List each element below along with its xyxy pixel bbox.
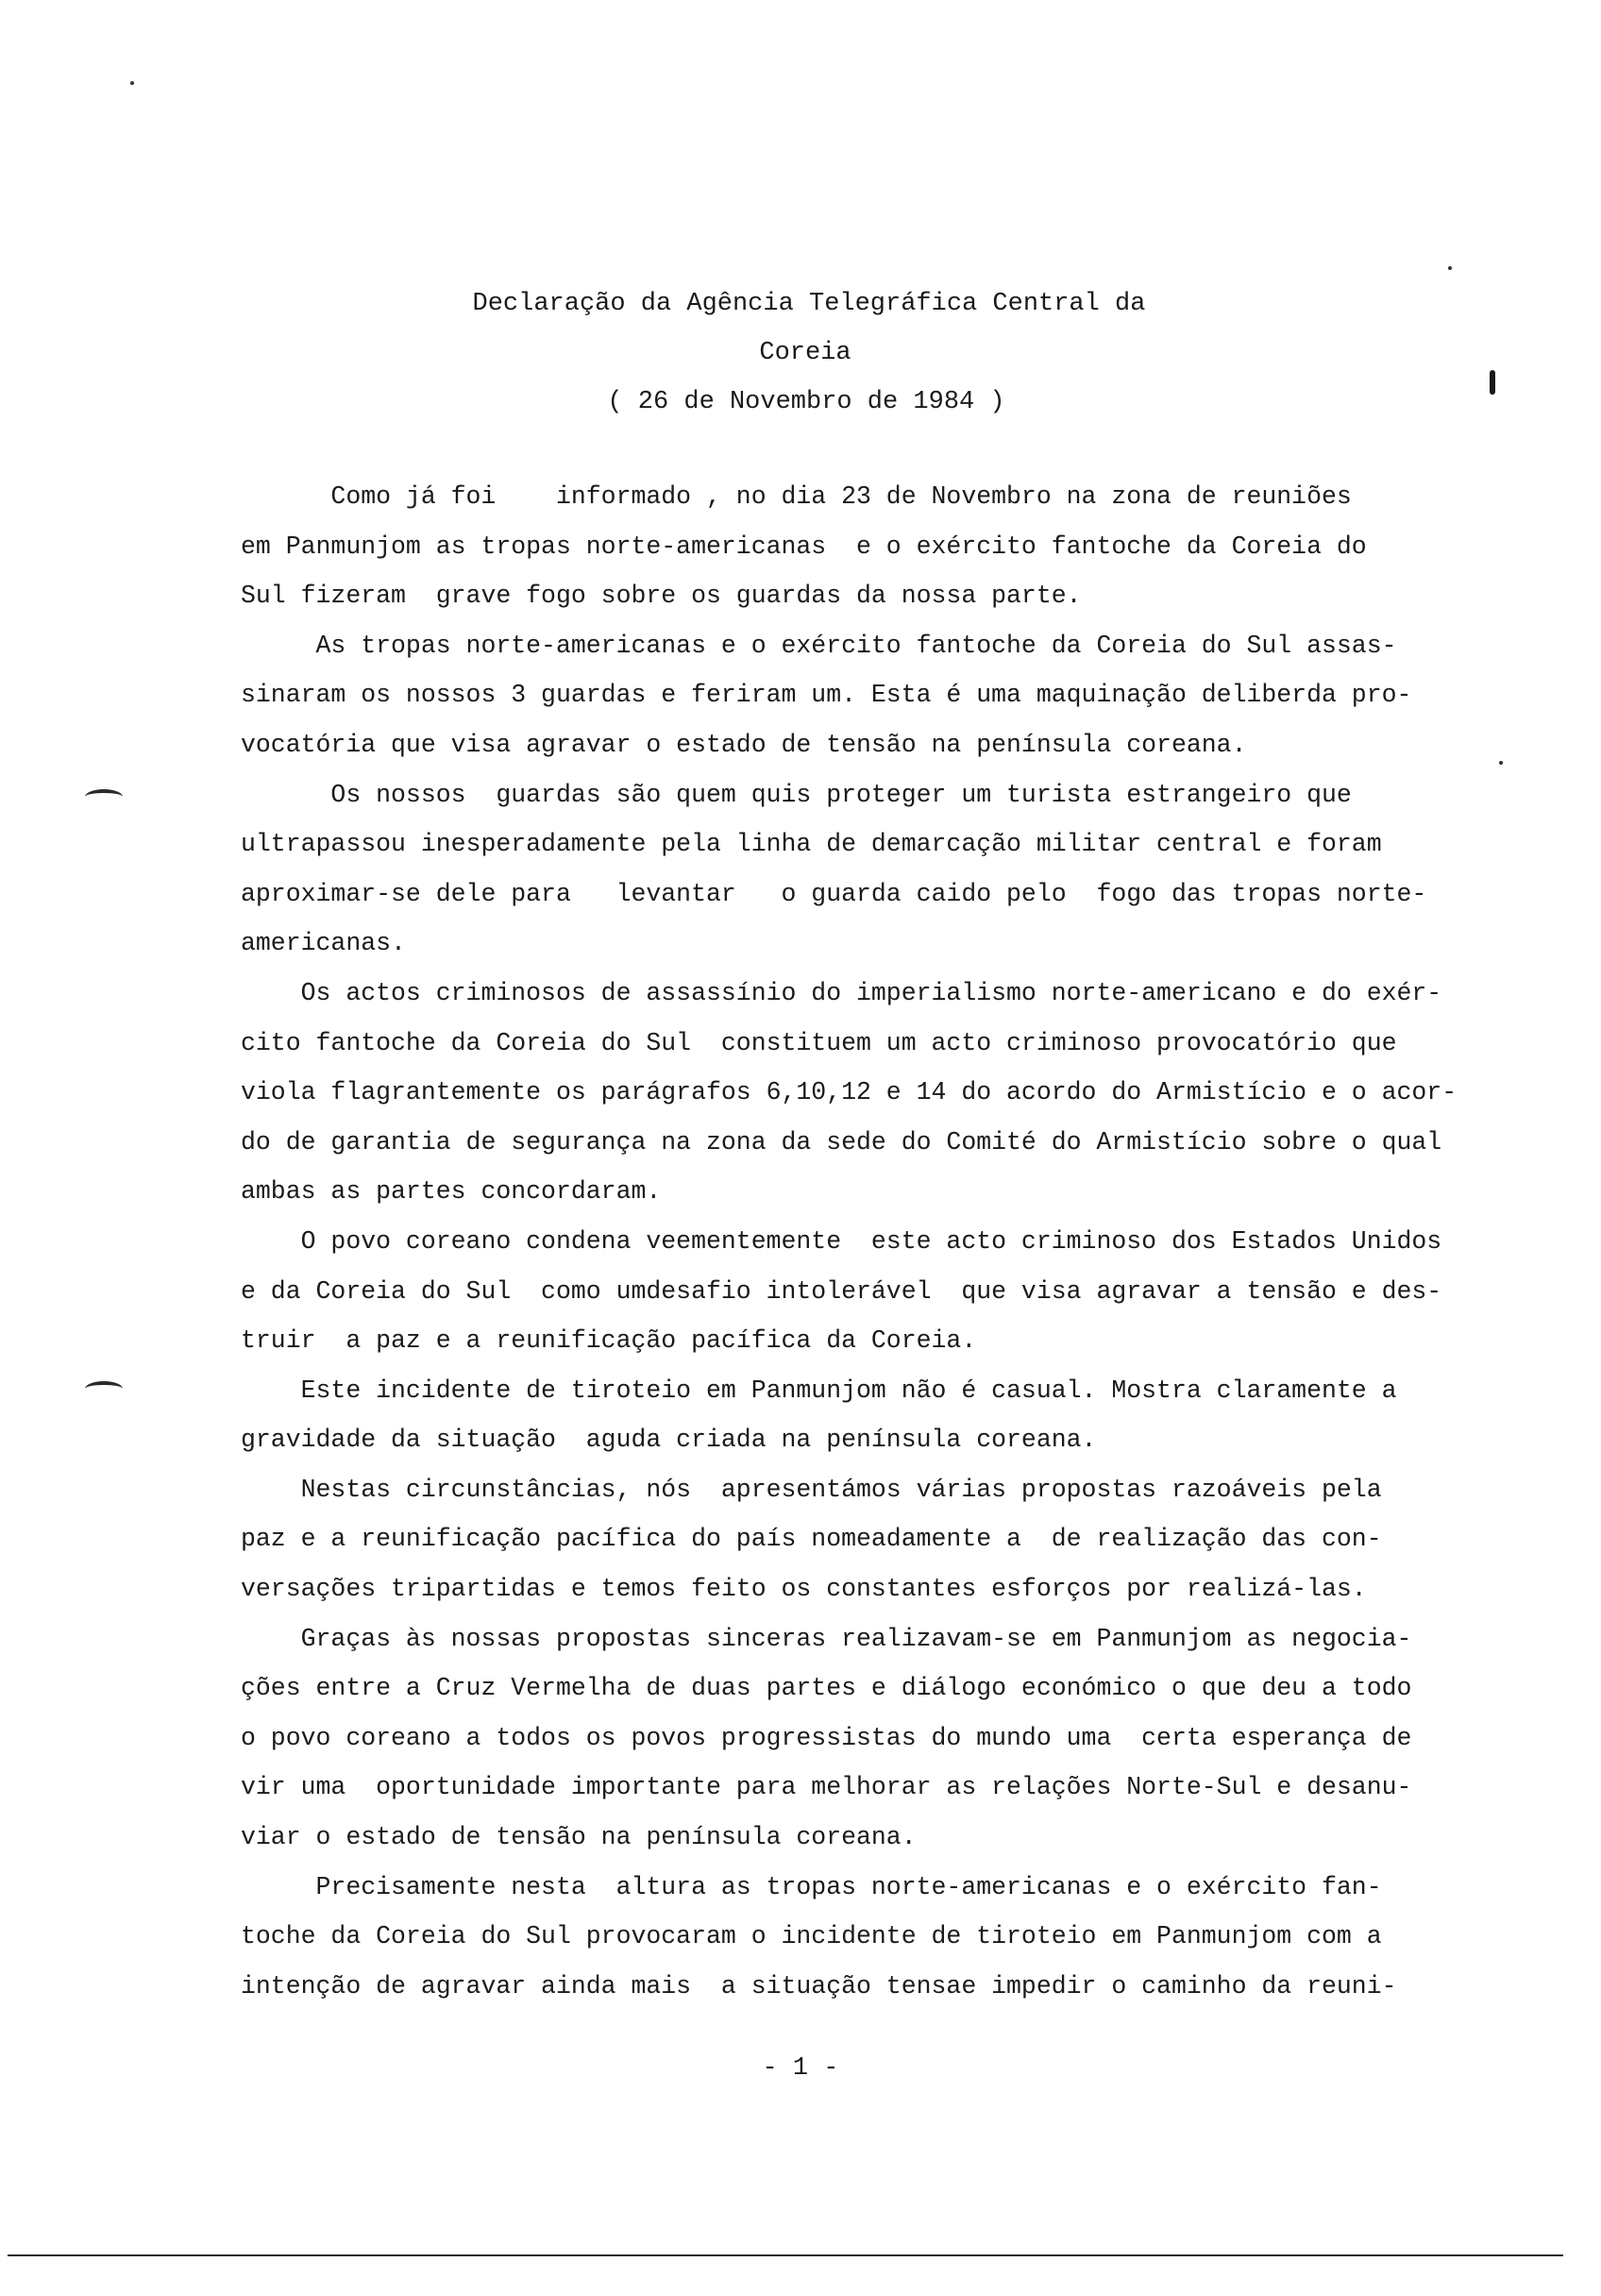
body-line: versações tripartidas e temos feito os constantes esforços por realizá-las.	[241, 1575, 1367, 1604]
body-line: sinaram os nossos 3 guardas e feriram um. Esta é uma maquinação deliberda pro-	[241, 681, 1412, 710]
scan-mark-icon	[1490, 370, 1495, 395]
body-line: cito fantoche da Coreia do Sul constituem um acto criminoso provocatório que	[241, 1028, 1397, 1057]
body-line: viola flagrantemente os parágrafos 6,10,12 e 14 do acordo do Armistício e o acor-	[241, 1078, 1458, 1107]
body-line: Os nossos guardas são quem quis proteger um turista estrangeiro que	[241, 780, 1352, 809]
body-line: paz e a reunificação pacífica do país nomeadamente a de realização das con-	[241, 1525, 1382, 1554]
body-line: do de garantia de segurança na zona da sede do Comité do Armistício sobre o qual	[241, 1127, 1442, 1156]
body-line: toche da Coreia do Sul provocaram o incidente de tiroteio em Panmunjom com a	[241, 1922, 1382, 1951]
body-line: Os actos criminosos de assassínio do imperialismo norte-americano e do exér-	[241, 978, 1442, 1007]
body-line: Nestas circunstâncias, nós apresentámos várias propostas razoáveis pela	[241, 1475, 1382, 1504]
body-line: vir uma oportunidade importante para melhorar as relações Norte-Sul e desanu-	[241, 1773, 1412, 1802]
bottom-rule	[8, 2254, 1563, 2256]
body-line: truir a paz e a reunificação pacífica da Coreia.	[241, 1326, 977, 1356]
page-number: - 1 -	[762, 2054, 839, 2083]
body-line: O povo coreano condena veementemente este acto criminoso dos Estados Unidos	[241, 1226, 1442, 1256]
body-line: ultrapassou inesperadamente pela linha de demarcação militar central e foram	[241, 830, 1382, 859]
body-line: viar o estado de tensão na península coreana.	[241, 1823, 917, 1852]
body-line: gravidade da situação aguda criada na península coreana.	[241, 1426, 1097, 1455]
scan-speck-icon	[1499, 761, 1503, 765]
body-line: ções entre a Cruz Vermelha de duas partes e diálogo económico o que deu a todo	[241, 1674, 1412, 1703]
body-line: em Panmunjom as tropas norte-americanas e o exército fantoche da Coreia do	[241, 532, 1367, 561]
punch-hole-mark-icon	[85, 789, 123, 804]
punch-hole-mark-icon	[85, 1381, 123, 1396]
body-line: Precisamente nesta altura as tropas norte-americanas e o exército fan-	[241, 1872, 1382, 1901]
scan-speck-icon	[1448, 266, 1452, 270]
body-line: Sul fizeram grave fogo sobre os guardas da nossa parte.	[241, 582, 1082, 611]
body-line: Como já foi informado , no dia 23 de Novembro na zona de reuniões	[241, 482, 1352, 511]
title-date: ( 26 de Novembro de 1984 )	[607, 388, 1005, 416]
body-line: intenção de agravar ainda mais a situação tensae impedir o caminho da reuni-	[241, 1971, 1397, 2001]
body-line: aproximar-se dele para levantar o guarda caido pelo fogo das tropas norte-	[241, 879, 1427, 908]
body-line: e da Coreia do Sul como umdesafio intolerável que visa agravar a tensão e des-	[241, 1276, 1442, 1306]
title-line-1: Declaração da Agência Telegráfica Central da	[472, 290, 1146, 318]
document-title	[0, 279, 1601, 427]
body-line: As tropas norte-americanas e o exército fantoche da Coreia do Sul assas-	[241, 631, 1397, 660]
body-line: Este incidente de tiroteio em Panmunjom não é casual. Mostra claramente a	[241, 1376, 1397, 1405]
body-line: vocatória que visa agravar o estado de tensão na península coreana.	[241, 730, 1247, 759]
title-line-2: Coreia	[759, 339, 851, 367]
body-line: americanas.	[241, 929, 406, 958]
body-line: o povo coreano a todos os povos progressistas do mundo uma certa esperança de	[241, 1723, 1412, 1752]
body-line: Graças às nossas propostas sinceras realizavam-se em Panmunjom as negocia-	[241, 1624, 1412, 1653]
document-body	[241, 472, 1487, 2011]
body-line: ambas as partes concordaram.	[241, 1177, 662, 1207]
scan-speck-icon	[130, 81, 134, 85]
